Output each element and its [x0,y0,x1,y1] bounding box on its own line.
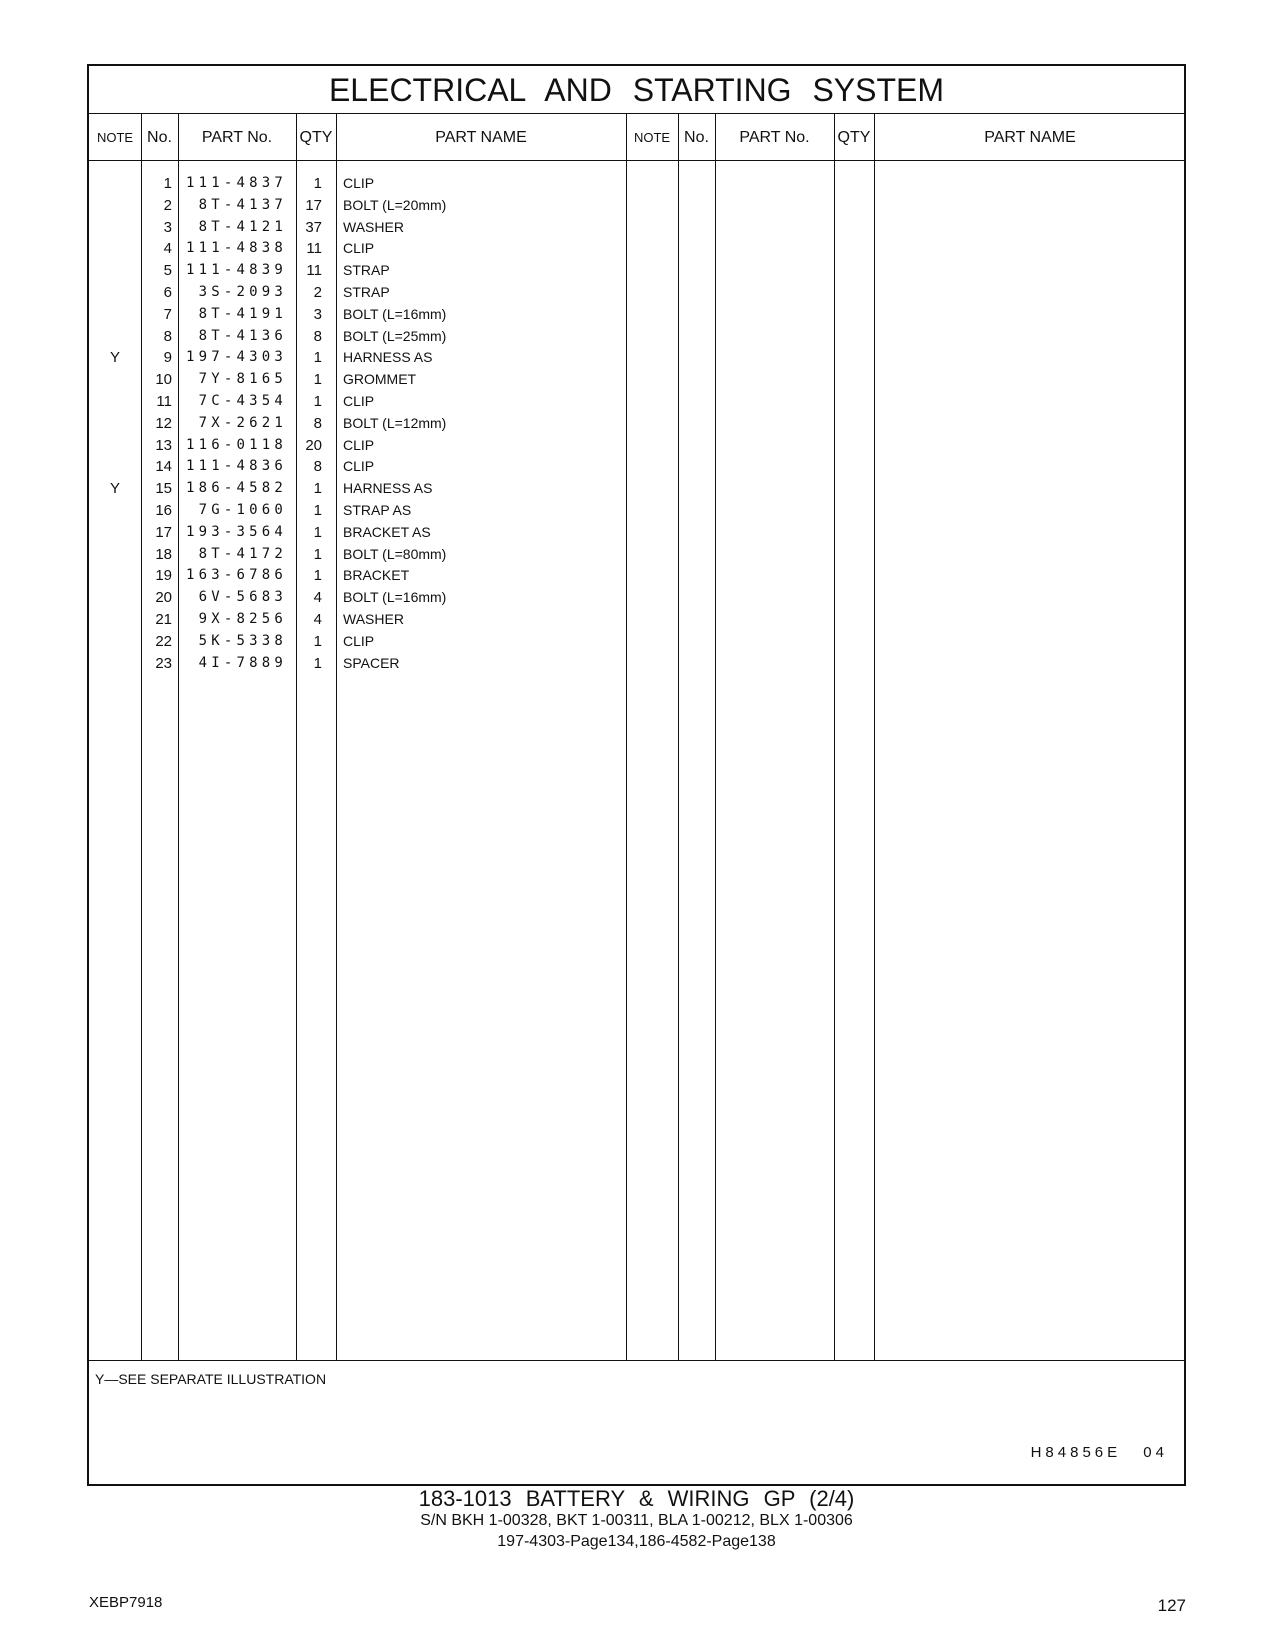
part-quantity: 17 [305,196,322,214]
header-part-no-left: PART No. [201,129,273,146]
part-note: Y [109,349,120,367]
part-name: STRAP [343,284,390,300]
part-number: 7G-1060 [198,502,287,518]
part-number: 111-4839 [185,262,287,279]
part-number: 9X-8256 [198,611,287,627]
header-qty-right: QTY [837,129,871,146]
part-quantity: 3 [313,305,322,323]
header-part-name-left: PART NAME [435,129,527,146]
part-number: 6V-5683 [198,589,287,606]
part-number: 8T-4136 [198,327,287,344]
part-number: 7Y-8165 [198,371,287,388]
header-note-left: NOTE [96,130,134,145]
part-quantity: 2 [313,284,322,301]
part-item-number: 23 [155,654,172,672]
part-quantity: 1 [313,545,322,563]
part-name: BRACKET [343,567,410,584]
part-quantity: 1 [313,502,322,519]
part-name: BOLT (L=80mm) [343,545,447,562]
table-row [89,477,629,500]
part-name: CLIP [343,175,375,191]
footer-divider [89,1360,1184,1361]
part-number: 193-3564 [185,523,287,540]
table-row [89,630,629,653]
part-name: BRACKET AS [343,523,431,540]
part-item-number: 11 [156,393,172,410]
header-qty-left: QTY [299,129,333,146]
header-part-name-right: PART NAME [984,129,1076,146]
page-reference-caption: 197-4303-Page134,186-4582-Page138 [497,1533,776,1550]
part-quantity: 1 [313,371,322,389]
part-name: CLIP [343,436,375,453]
table-row [89,194,629,217]
part-item-number: 8 [163,327,172,345]
part-number: 8T-4137 [198,196,287,213]
part-item-number: 14 [155,458,172,476]
part-quantity: 1 [313,523,322,541]
part-number: 111-4837 [185,175,287,191]
column-divider [678,114,679,1360]
part-name: SPACER [343,654,400,671]
table-row [89,259,629,282]
part-item-number: 9 [163,349,172,367]
column-divider [834,114,835,1360]
header-part-no-right: PART No. [739,129,810,146]
section-title: ELECTRICAL AND STARTING SYSTEM [89,66,1184,114]
part-number: 116-0118 [185,436,287,453]
table-row [89,412,629,435]
table-row [89,608,629,631]
part-quantity: 1 [313,654,322,672]
part-name: WASHER [343,218,404,235]
part-number: 8T-4172 [198,545,287,562]
part-item-number: 1 [163,175,172,192]
table-row [89,543,629,566]
part-quantity: 4 [313,611,322,628]
part-name: HARNESS AS [343,480,433,497]
table-row [89,281,629,304]
table-row [89,346,629,369]
part-number: 111-4838 [185,240,287,257]
part-item-number: 13 [155,436,172,454]
part-quantity: 8 [313,414,322,432]
serial-caption: S/N BKH 1-00328, BKT 1-00311, BLA 1-00212, BLX 1-00306 [420,1512,853,1529]
part-name: HARNESS AS [343,349,433,366]
part-note: Y [109,480,120,498]
part-item-number: 7 [163,305,172,323]
part-name: BOLT (L=16mm) [343,589,447,606]
part-quantity: 11 [306,262,322,280]
part-quantity: 8 [313,327,322,345]
part-number: 163-6786 [185,567,287,584]
page-number: 127 [1157,1596,1186,1615]
table-row [89,368,629,391]
table-row [89,455,629,478]
part-name: CLIP [343,632,375,649]
table-row [89,216,629,239]
part-quantity: 1 [313,632,322,650]
part-number: 186-4582 [185,480,287,497]
part-quantity: 1 [313,393,322,410]
part-item-number: 10 [155,371,172,389]
table-header [89,114,1184,161]
table-row [89,172,629,195]
header-no-right: No. [684,129,709,146]
part-item-number: 15 [155,480,172,498]
header-note-right: NOTE [633,130,671,145]
part-name: WASHER [343,611,404,627]
part-item-number: 16 [155,502,172,519]
group-caption: 183-1013 BATTERY & WIRING GP (2/4) [418,1486,855,1511]
part-number: 111-4836 [185,458,287,475]
part-item-number: 22 [155,632,172,650]
table-row [89,564,629,587]
part-item-number: 21 [155,611,172,628]
column-divider [715,114,716,1360]
part-name: BOLT (L=20mm) [343,196,447,213]
part-number: 4I-7889 [198,654,287,671]
part-quantity: 1 [313,175,322,192]
part-name: STRAP [343,262,390,279]
table-row [89,390,629,413]
part-item-number: 2 [163,196,172,214]
part-number: 5K-5338 [198,632,287,649]
reference-code: H84856E 04 [1030,1444,1168,1461]
part-number: 197-4303 [185,349,287,366]
table-row [89,325,629,348]
parts-list-frame [87,64,1186,1486]
part-item-number: 5 [163,262,172,280]
column-divider [874,114,875,1360]
header-no-left: No. [147,129,172,146]
part-quantity: 1 [313,567,322,585]
part-number: 7C-4354 [198,393,287,409]
part-name: BOLT (L=16mm) [343,305,447,322]
table-row [89,303,629,326]
part-quantity: 20 [305,436,322,454]
part-item-number: 17 [155,523,172,541]
part-item-number: 18 [155,545,172,563]
part-name: BOLT (L=25mm) [343,327,447,344]
table-row [89,652,629,675]
part-number: 3S-2093 [198,284,287,300]
part-name: CLIP [343,458,375,475]
part-number: 8T-4191 [198,305,287,322]
part-item-number: 3 [163,218,172,236]
part-number: 8T-4121 [198,218,287,235]
part-quantity: 1 [313,480,322,498]
part-quantity: 1 [313,349,322,367]
footnote: Y—SEE SEPARATE ILLUSTRATION [95,1371,327,1387]
part-quantity: 8 [313,458,322,476]
part-item-number: 12 [155,414,172,432]
part-quantity: 37 [305,218,322,236]
part-item-number: 6 [163,284,172,301]
document-code: XEBP7918 [89,1594,163,1611]
part-item-number: 20 [155,589,172,607]
part-name: BOLT (L=12mm) [343,414,447,431]
part-quantity: 11 [306,240,322,258]
part-quantity: 4 [313,589,322,607]
table-row [89,237,629,260]
table-row [89,521,629,544]
part-item-number: 4 [163,240,172,258]
part-number: 7X-2621 [198,414,287,431]
table-row [89,434,629,457]
part-name: CLIP [343,240,375,257]
part-name: GROMMET [343,371,417,388]
table-row [89,586,629,609]
part-name: CLIP [343,393,375,409]
part-name: STRAP AS [343,502,412,518]
table-row [89,499,629,522]
part-item-number: 19 [155,567,172,585]
